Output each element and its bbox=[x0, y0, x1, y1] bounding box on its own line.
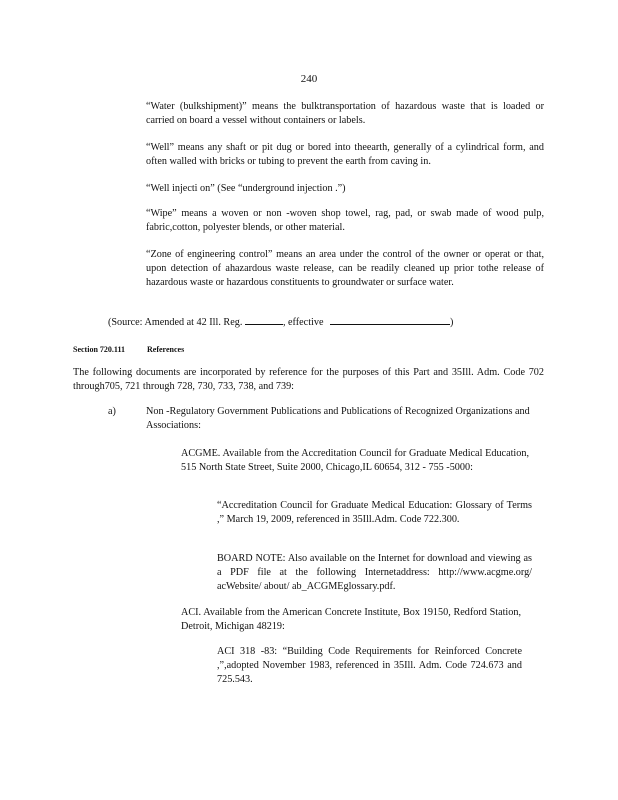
reg-blank bbox=[245, 314, 283, 325]
entry-acgme-glossary: “Accreditation Council for Graduate Medical Education: Glossary of Terms ,” March 19, 2009, referenced in 35Ill.Adm. Code 722.300. bbox=[217, 500, 532, 525]
definition-well-injection: “Well injecti on” (See “underground injection .”) bbox=[146, 183, 346, 194]
section-number: Section 720.111 bbox=[73, 345, 126, 354]
entry-acgme: ACGME. Available from the Accreditation Council for Graduate Medical Education, 515 North State Street, Suite 2000, Chicago,IL 60654, 312 - 755 -5000: bbox=[181, 448, 529, 473]
section-heading bbox=[73, 343, 204, 357]
references-intro: The following documents are incorporated by reference for the purposes of this Part and 35Ill. Adm. Code 702 through705, 721 through 728, 730, 733, 738, and 739: bbox=[73, 367, 544, 392]
source-suffix: ) bbox=[450, 317, 454, 328]
entry-aci-318: ACI 318 -83: “Building Code Requirements for Reinforced Concrete ,”,adopted November 1983, referenced in 35Ill. Adm. Code 724.673 and 725.543. bbox=[217, 646, 522, 685]
page-number: 240 bbox=[300, 73, 318, 85]
source-middle: , effective bbox=[282, 317, 324, 328]
item-a-letter: a) bbox=[108, 406, 116, 417]
section-title: References bbox=[147, 345, 185, 354]
item-a-heading: Non -Regulatory Government Publications and Publications of Recognized Organizations and Associations: bbox=[146, 406, 530, 431]
effective-date-blank bbox=[330, 314, 450, 325]
definition-zone-of-engineering-control: “Zone of engineering control” means an area under the control of the owner or operat or that, upon detection of ahazardous waste release, can be readily cleaned up prior tothe release of hazardous waste or hazardous constituents to groundwater or surface water. bbox=[146, 249, 544, 288]
definition-wipe: “Wipe” means a woven or non -woven shop towel, rag, pad, or swab made of wood pulp, fabric,cotton, polyester blends, or other material. bbox=[146, 208, 544, 233]
entry-aci: ACI. Available from the American Concrete Institute, Box 19150, Redford Station, Detroit, Michigan 48219: bbox=[181, 607, 521, 632]
definition-water-bulkshipment: “Water (bulkshipment)” means the bulktransportation of hazardous waste that is loaded or carried on board a vessel without containers or labels. bbox=[146, 101, 544, 126]
definition-well: “Well” means any shaft or pit dug or bored into theearth, generally of a cylindrical form, and often walled with bricks or tubing to prevent the earth from caving in. bbox=[146, 142, 544, 167]
source-prefix: (Source: Amended at 42 Ill. Reg. bbox=[108, 317, 243, 328]
entry-board-note: BOARD NOTE: Also available on the Internet for download and viewing as a PDF file at the following Internetaddress: http://www.acgme.org/ acWebsite/ about/ ab_ACGMEglossary.pdf. bbox=[217, 553, 532, 592]
source-note bbox=[108, 314, 453, 330]
